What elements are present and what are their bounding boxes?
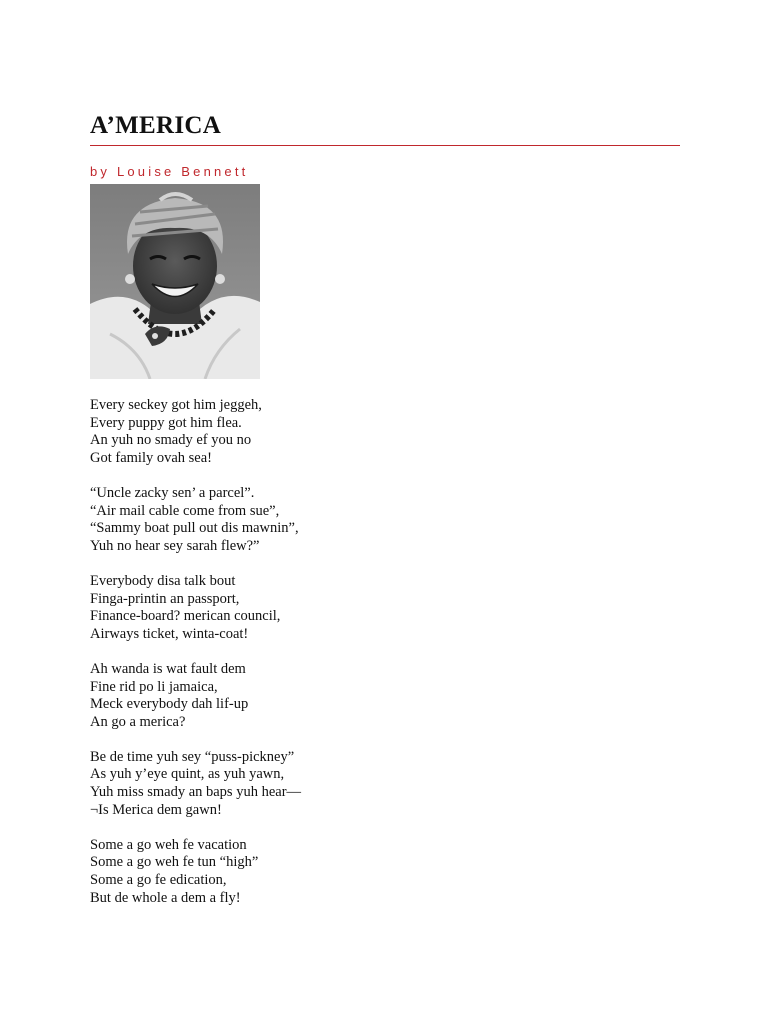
poem-line: Some a go weh fe tun “high” [90,854,259,871]
poem-line: Some a go fe edication, [90,872,227,889]
poem-line: Yuh miss smady an baps yuh hear— [90,784,302,801]
poem-line: Be de time yuh sey “puss-pickney” [90,748,295,765]
poem-line: An go a merica? [90,713,186,730]
poem-line: Got family ovah sea! [90,449,213,466]
poem-line: “Air mail cable come from sue”, [90,502,280,519]
author-portrait [90,184,260,379]
poem-line: Fine rid po li jamaica, [90,678,218,695]
author-byline: by Louise Bennett [90,164,249,179]
poem-stanza [90,397,301,467]
poem-line: ¬Is Merica dem gawn! [90,801,222,818]
poem-line: Everybody disa talk bout [90,572,236,589]
poem-stanza [90,485,301,555]
poem-line: “Sammy boat pull out dis mawnin”, [90,520,299,537]
poem-line: Meck everybody dah lif-up [90,696,249,713]
poem-stanza [90,661,301,731]
poem-line: Finance-board? merican council, [90,608,281,625]
poem-stanza [90,837,301,907]
poem-line: An yuh no smady ef you no [90,432,252,449]
poem-line: Every seckey got him jeggeh, [90,397,262,413]
poem-line: Every puppy got him flea. [90,414,242,431]
poem-line: As yuh y’eye quint, as yuh yawn, [90,766,285,783]
title-divider [90,145,680,146]
poem-line: Airways ticket, winta-coat! [90,625,249,642]
poem-line: But de whole a dem a fly! [90,889,241,906]
poem-line: “Uncle zacky sen’ a parcel”. [90,484,255,501]
poem-line: Finga-printin an passport, [90,590,240,607]
poem-line: Yuh no hear sey sarah flew?” [90,537,260,554]
poem-line: Ah wanda is wat fault dem [90,660,246,677]
poem-line: Some a go weh fe vacation [90,836,247,853]
poem-title: A’MERICA [90,112,222,139]
poem-stanza [90,749,301,819]
poem-stanza [90,573,301,643]
poem-body [90,397,301,925]
